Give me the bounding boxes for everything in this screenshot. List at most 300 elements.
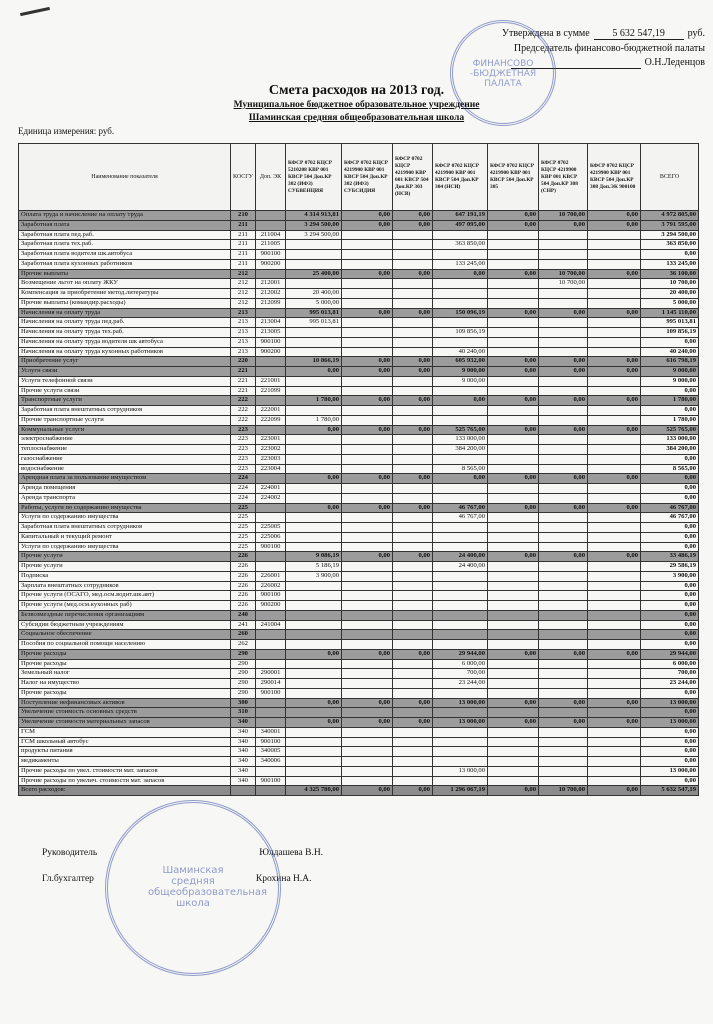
amount-cell [433,230,488,240]
amount-cell [588,454,641,464]
amount-cell [433,747,488,757]
amount-cell [539,630,588,640]
table-row [19,542,699,552]
amount-cell [393,776,433,786]
amount-cell [539,376,588,386]
amount-cell: 0,00 [393,786,433,796]
amount-cell [286,737,342,747]
dop-ek [256,220,286,230]
amount-cell [393,542,433,552]
kosgu: 213 [231,328,256,338]
table-row [19,562,699,572]
amount-cell [342,523,393,533]
group-row [19,425,699,435]
amount-cell [588,259,641,269]
row-total: 13 000,00 [641,698,699,708]
table-row [19,347,699,357]
organization-type: Муниципальное бюджетное образовательное учреждение [233,100,480,110]
row-name: Услуги телефонной связи [19,376,231,386]
amount-cell [539,386,588,396]
amount-cell [286,454,342,464]
row-total: 0,00 [641,601,699,611]
dop-ek: 900100 [256,737,286,747]
amount-cell [433,601,488,611]
amount-cell: 0,00 [393,367,433,377]
amount-cell: 0,00 [539,649,588,659]
kosgu: 224 [231,493,256,503]
row-total: 1 145 110,00 [641,308,699,318]
kosgu: 213 [231,347,256,357]
dop-ek: 340001 [256,727,286,737]
amount-cell [342,601,393,611]
amount-cell [488,328,539,338]
amount-cell [588,415,641,425]
amount-cell [588,318,641,328]
row-name: Прочие выплаты [19,269,231,279]
table-row [19,279,699,289]
dop-ek: 212001 [256,279,286,289]
amount-cell [539,727,588,737]
amount-cell: 29 944,00 [433,649,488,659]
row-name: Субсидии бюджетным учреждениям [19,620,231,630]
dop-ek [256,503,286,513]
amount-cell [539,259,588,269]
kosgu: 213 [231,337,256,347]
amount-cell [488,445,539,455]
table-row [19,484,699,494]
amount-cell [588,484,641,494]
amount-cell [588,620,641,630]
group-row [19,503,699,513]
row-name: Начисления на оплату труда [19,308,231,318]
amount-cell [539,523,588,533]
amount-cell [539,464,588,474]
row-name: Увеличение стоимости материальных запасов [19,718,231,728]
row-name: Земельный налог [19,669,231,679]
amount-cell: 5 186,19 [286,562,342,572]
amount-cell: 0,00 [539,425,588,435]
row-total: 0,00 [641,620,699,630]
amount-cell [393,337,433,347]
amount-cell [588,464,641,474]
amount-cell [588,679,641,689]
amount-cell [393,688,433,698]
amount-cell [286,581,342,591]
amount-cell: 0,00 [342,211,393,221]
row-name: Заработная плата кухонных работников [19,259,231,269]
table-row [19,406,699,416]
amount-cell [539,581,588,591]
amount-cell [286,328,342,338]
amount-cell: 0,00 [393,425,433,435]
amount-cell [588,610,641,620]
column-header: КФСР 0702 КЦСР 4219900 КВР 001 КВСР 504 Доп.КР 304 (НСИ) [433,144,488,211]
amount-cell: 0,00 [539,220,588,230]
group-row [19,357,699,367]
amount-cell [433,289,488,299]
amount-cell: 0,00 [342,425,393,435]
amount-cell: 3 294 500,00 [286,220,342,230]
amount-cell [393,562,433,572]
amount-cell [539,454,588,464]
kosgu: 225 [231,532,256,542]
row-name: Работы, услуги по содержанию имущества [19,503,231,513]
group-row [19,630,699,640]
amount-cell: 0,00 [588,503,641,513]
amount-cell [588,376,641,386]
dop-ek: 223004 [256,464,286,474]
row-total: 0,00 [641,708,699,718]
kosgu: 211 [231,259,256,269]
group-row [19,610,699,620]
amount-cell: 0,00 [539,552,588,562]
table-row [19,571,699,581]
amount-cell [588,240,641,250]
amount-cell [433,630,488,640]
amount-cell [342,386,393,396]
head-label: Руководитель [42,848,98,858]
amount-cell [433,415,488,425]
row-total: 0,00 [641,386,699,396]
dop-ek: 290014 [256,679,286,689]
row-total: 0,00 [641,757,699,767]
dop-ek: 340005 [256,747,286,757]
amount-cell [588,747,641,757]
row-total: 0,00 [641,688,699,698]
row-total: 363 850,00 [641,240,699,250]
dop-ek [256,425,286,435]
amount-cell: 0,00 [286,718,342,728]
amount-cell [393,493,433,503]
kosgu: 340 [231,727,256,737]
amount-cell: 109 856,19 [433,328,488,338]
dop-ek: 900200 [256,259,286,269]
amount-cell [433,737,488,747]
amount-cell [588,289,641,299]
amount-cell [393,610,433,620]
amount-cell [539,757,588,767]
amount-cell [588,523,641,533]
amount-cell: 0,00 [588,698,641,708]
amount-cell [488,737,539,747]
amount-cell: 0,00 [539,396,588,406]
amount-cell [488,523,539,533]
amount-cell [588,659,641,669]
amount-cell [539,708,588,718]
amount-cell: 150 096,19 [433,308,488,318]
kosgu: 222 [231,406,256,416]
row-total: 0,00 [641,250,699,260]
amount-cell [488,415,539,425]
row-name: Заработная плата водителя шк.автобуса [19,250,231,260]
amount-cell [433,298,488,308]
row-name: Прочие расходы по увелич. стоимости мат. запасов [19,776,231,786]
amount-cell [393,376,433,386]
table-row [19,318,699,328]
dop-ek: 340006 [256,757,286,767]
amount-cell [588,337,641,347]
amount-cell: 0,00 [588,425,641,435]
row-name: Увеличение стоимость основных средств [19,708,231,718]
amount-cell [433,776,488,786]
amount-cell [488,757,539,767]
row-total: 0,00 [641,532,699,542]
kosgu: 226 [231,591,256,601]
amount-cell [393,386,433,396]
table-row [19,523,699,533]
amount-cell [393,640,433,650]
amount-cell [393,523,433,533]
table-row [19,747,699,757]
row-total: 46 767,00 [641,503,699,513]
row-total: 13 000,00 [641,766,699,776]
amount-cell [433,542,488,552]
amount-cell [286,620,342,630]
amount-cell [488,747,539,757]
amount-cell [286,386,342,396]
amount-cell [488,318,539,328]
amount-cell [433,620,488,630]
amount-cell [433,493,488,503]
amount-cell: 0,00 [433,474,488,484]
kosgu: 221 [231,386,256,396]
amount-cell: 24 400,00 [433,562,488,572]
kosgu: 221 [231,376,256,386]
amount-cell: 0,00 [393,357,433,367]
row-name: Всего расходов: [19,786,231,796]
amount-cell [539,298,588,308]
table-row [19,776,699,786]
amount-cell [433,532,488,542]
amount-cell: 0,00 [488,552,539,562]
amount-cell [393,708,433,718]
amount-cell: 605 932,00 [433,357,488,367]
amount-cell [433,688,488,698]
amount-cell: 10 700,00 [539,279,588,289]
amount-cell [286,279,342,289]
amount-cell [488,776,539,786]
amount-cell [488,513,539,523]
row-total: 8 565,00 [641,464,699,474]
amount-cell: 0,00 [488,786,539,796]
amount-cell: 700,00 [433,669,488,679]
amount-cell [342,240,393,250]
table-row [19,493,699,503]
amount-cell [342,493,393,503]
amount-cell [342,727,393,737]
kosgu: 212 [231,269,256,279]
column-header: КФСР 0702 КЦСР 5210208 КВР 001 КВСР 504 Доп.КР 302 (ИФЗ) СУБВЕНЦИЯ [286,144,342,211]
amount-cell: 0,00 [342,503,393,513]
amount-cell: 9 086,19 [286,552,342,562]
row-name: Начисления на оплату труда кухонных работников [19,347,231,357]
dop-ek [256,308,286,318]
amount-cell [539,591,588,601]
dop-ek: 225005 [256,523,286,533]
amount-cell [588,347,641,357]
amount-cell [539,776,588,786]
dop-ek [256,640,286,650]
dop-ek: 213004 [256,318,286,328]
amount-cell [342,415,393,425]
table-row [19,337,699,347]
row-name: Пособия по социальной помощи населению [19,640,231,650]
amount-cell [433,610,488,620]
row-total: 29 944,00 [641,649,699,659]
amount-cell [433,386,488,396]
dop-ek: 900200 [256,347,286,357]
amount-cell [539,601,588,611]
amount-cell [488,230,539,240]
amount-cell: 995 013,81 [286,308,342,318]
amount-cell [488,259,539,269]
amount-cell [488,493,539,503]
row-name: Приобретение услуг [19,357,231,367]
dop-ek: 211005 [256,240,286,250]
amount-cell [539,250,588,260]
row-name: Заработная плата пед.раб. [19,230,231,240]
amount-cell: 0,00 [342,718,393,728]
row-total: 0,00 [641,484,699,494]
amount-cell [342,679,393,689]
amount-cell [488,240,539,250]
amount-cell [342,669,393,679]
amount-cell [393,230,433,240]
table-row [19,581,699,591]
dop-ek [256,211,286,221]
kosgu: 290 [231,688,256,698]
row-name: Начисления на оплату труда тех.раб. [19,328,231,338]
amount-cell [393,318,433,328]
amount-cell [433,581,488,591]
amount-cell [342,484,393,494]
kosgu: 223 [231,425,256,435]
dop-ek [256,552,286,562]
amount-cell [488,688,539,698]
amount-cell [488,766,539,776]
amount-cell: 0,00 [488,269,539,279]
unit-of-measure: Единица измерения: руб. [18,126,115,136]
dop-ek [256,610,286,620]
table-row [19,250,699,260]
amount-cell: 9 000,00 [433,376,488,386]
kosgu: 225 [231,513,256,523]
dop-ek: 224002 [256,493,286,503]
row-total: 0,00 [641,542,699,552]
amount-cell [393,454,433,464]
kosgu: 225 [231,523,256,533]
amount-cell [393,406,433,416]
amount-cell [588,688,641,698]
amount-cell: 497 095,00 [433,220,488,230]
row-total: 0,00 [641,493,699,503]
approval-label: Утверждена в сумме [501,28,590,39]
amount-cell: 0,00 [342,474,393,484]
table-row [19,454,699,464]
amount-cell: 0,00 [286,367,342,377]
amount-cell: 0,00 [488,718,539,728]
dop-ek [256,562,286,572]
amount-cell [342,279,393,289]
column-header: Наименование показателя [19,144,231,211]
table-row [19,766,699,776]
row-name: Услуги по содержанию имущества [19,513,231,523]
row-total: 384 200,00 [641,445,699,455]
amount-cell [539,766,588,776]
amount-cell [286,464,342,474]
amount-cell [539,640,588,650]
row-name: Прочие услуги (ОСАГО, мед.осм.водит.шк.авт) [19,591,231,601]
amount-cell [539,230,588,240]
amount-cell [433,571,488,581]
row-name: Услуги связи [19,367,231,377]
kosgu: 213 [231,308,256,318]
amount-cell [393,415,433,425]
amount-cell [588,776,641,786]
amount-cell: 0,00 [286,474,342,484]
dop-ek: 900100 [256,542,286,552]
kosgu: 241 [231,620,256,630]
amount-cell [342,532,393,542]
amount-cell: 0,00 [342,649,393,659]
amount-cell: 0,00 [393,211,433,221]
kosgu: 290 [231,669,256,679]
amount-cell [342,708,393,718]
amount-cell: 0,00 [342,698,393,708]
kosgu: 210 [231,211,256,221]
kosgu: 340 [231,737,256,747]
table-row [19,259,699,269]
amount-cell: 0,00 [539,503,588,513]
amount-cell [488,484,539,494]
row-total: 0,00 [641,474,699,484]
amount-cell [488,640,539,650]
amount-cell [286,747,342,757]
amount-cell: 0,00 [488,396,539,406]
amount-cell: 0,00 [342,786,393,796]
amount-cell [286,435,342,445]
amount-cell [286,757,342,767]
column-header: Доп. ЭК [256,144,286,211]
amount-cell [286,493,342,503]
column-header: КФСР 0702 КЦСР 4219900 КВР 001 КВСР 504 Доп.КР 305 [488,144,539,211]
amount-cell: 0,00 [393,552,433,562]
amount-cell [539,571,588,581]
row-name: Прочие выплаты (командир.расходы) [19,298,231,308]
row-total: 0,00 [641,776,699,786]
amount-cell [488,708,539,718]
amount-cell [286,513,342,523]
kosgu: 221 [231,367,256,377]
amount-cell: 13 000,00 [433,766,488,776]
table-row [19,727,699,737]
amount-cell [393,532,433,542]
amount-cell [286,679,342,689]
amount-cell [539,747,588,757]
dop-ek [256,786,286,796]
amount-cell: 0,00 [393,698,433,708]
row-name: Оплата труда и начисление на оплату труда [19,211,231,221]
amount-cell [433,454,488,464]
table-row [19,230,699,240]
row-total: 0,00 [641,747,699,757]
amount-cell [433,757,488,767]
row-name: Начисления на оплату труда пед.раб. [19,318,231,328]
amount-cell [539,328,588,338]
amount-cell: 0,00 [588,474,641,484]
amount-cell [588,581,641,591]
table-row [19,640,699,650]
